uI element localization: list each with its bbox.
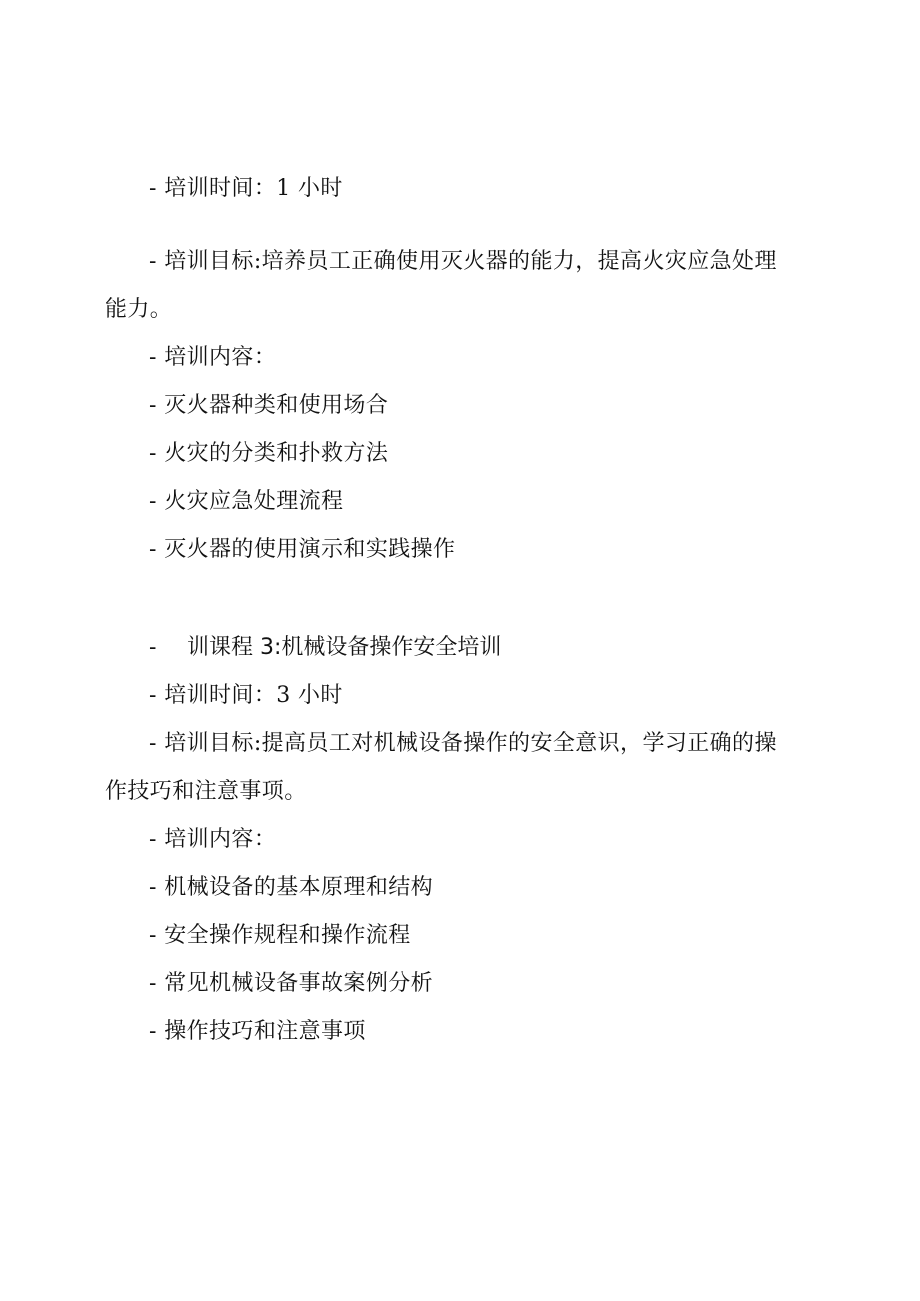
list-item: - 常见机械设备事故案例分析	[149, 971, 434, 996]
training-content-label-1: - 培训内容：	[149, 345, 277, 370]
list-item: - 火灾的分类和扑救方法	[149, 441, 389, 466]
course-heading-dash: -	[149, 635, 157, 660]
list-item: - 机械设备的基本原理和结构	[149, 875, 434, 900]
course-heading	[149, 633, 501, 663]
list-item: - 操作技巧和注意事项	[149, 1019, 366, 1044]
training-time-1: - 培训时间：1 小时	[149, 176, 343, 201]
training-time-2: - 培训时间：3 小时	[149, 683, 343, 708]
list-item: - 灭火器的使用演示和实践操作	[149, 537, 456, 562]
list-item: - 安全操作规程和操作流程	[149, 923, 411, 948]
training-goal-1-line2: 能力。	[105, 297, 173, 322]
training-goal-1-line1: - 培训目标:培养员工正确使用灭火器的能力，提高火灾应急处理	[149, 249, 777, 274]
course-heading-text: 训课程 3:机械设备操作安全培训	[187, 635, 502, 660]
list-item: - 灭火器种类和使用场合	[149, 393, 389, 418]
training-content-label-2: - 培训内容：	[149, 827, 277, 852]
list-item: - 火灾应急处理流程	[149, 489, 344, 514]
training-goal-2-line2: 作技巧和注意事项。	[105, 779, 307, 804]
training-goal-2-line1: - 培训目标:提高员工对机械设备操作的安全意识，学习正确的操	[149, 731, 777, 756]
